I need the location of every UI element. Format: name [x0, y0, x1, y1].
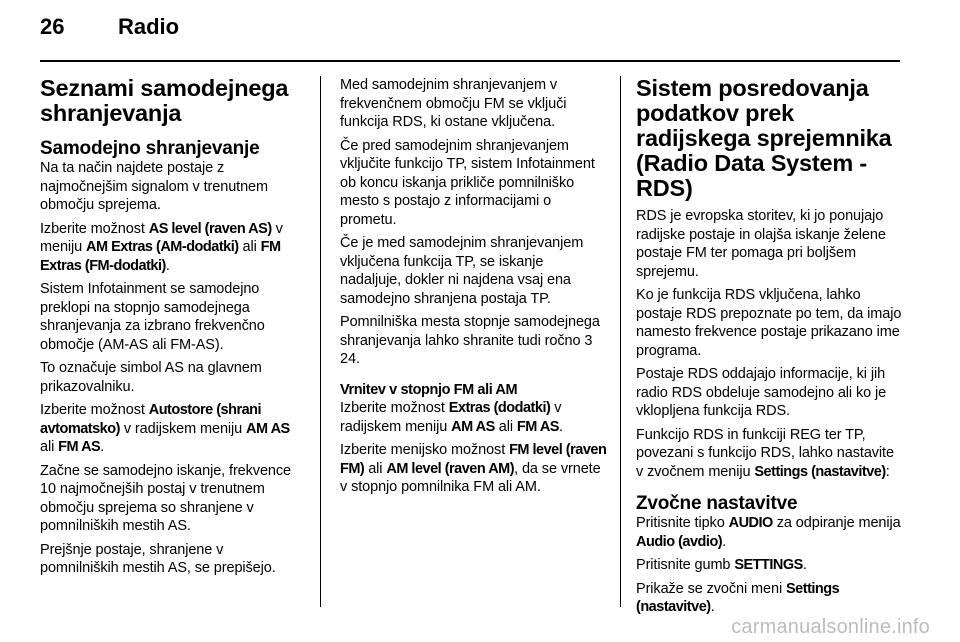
paragraph: Izberite možnost Autostore (shrani avtomatsko) v radijskem meniju AM AS ali FM AS.: [40, 402, 290, 455]
menu-label: Settings (nastavitve): [754, 463, 886, 480]
paragraph: Prejšnje postaje, shranjene v pomnilniških mestih AS, se prepišejo.: [40, 541, 276, 576]
column-3: [636, 76, 904, 622]
page-number: 26: [40, 14, 65, 39]
paragraph: Funkcijo RDS in funkciji REG ter TP, povezani s funkcijo RDS, lahko nastavite v zvočnem meniju Settings (nastavitve):: [636, 426, 894, 480]
paragraph: Sistem Infotainment se samodejno preklopi na stopnjo samodejnega shranjevanja za izbrano frekvenčno območje (AM-AS ali FM-AS).: [40, 281, 265, 353]
menu-label: FM AS: [516, 418, 559, 435]
section-title: Radio: [118, 14, 180, 39]
column-divider-2: [620, 76, 621, 607]
menu-option-label: Extras (dodatki): [448, 400, 551, 416]
paragraph: Postaje RDS oddajajo informacije, ki jih radio RDS obdeluje samodejno ali ko je vklopljena funkcija RDS.: [636, 366, 887, 419]
menu-option-label: FM level (raven FM): [340, 442, 607, 477]
page-header: [0, 0, 960, 62]
paragraph: Pritisnite gumb SETTINGS.: [636, 557, 807, 573]
menu-option-label: Autostore (shrani avtomatsko): [40, 402, 262, 437]
page-reference-arrow-icon: 3: [584, 332, 593, 349]
paragraph: Če je med samodejnim shranjevanjem vključena funkcija TP, se iskanje nadaljuje, dokler ni najdena vsaj ena samodejno shranjena postaja TP.: [340, 235, 584, 307]
menu-label: Audio (avdio): [636, 533, 723, 550]
menu-label: AM AS: [246, 420, 290, 437]
button-label: SETTINGS: [734, 557, 803, 573]
paragraph: Če pred samodejnim shranjevanjem vključite funkcijo TP, sistem Infotainment ob koncu iskanja prikliče pomnilniško mesto s postajo z informacijami o prometu.: [340, 137, 595, 228]
subheading-audio-settings: Zvočne nastavitve: [636, 493, 798, 514]
menu-label: AM AS: [451, 418, 495, 435]
menu-option-label: AS level (raven AS): [148, 220, 272, 237]
paragraph: Na ta način najdete postaje z najmočnejšim signalom v trenutnem območju sprejema.: [40, 160, 268, 213]
watermark: carmanualsonline.info: [731, 616, 930, 638]
paragraph: Ko je funkcija RDS vključena, lahko postaje RDS prepoznate po tem, da imajo namesto frekvence postaje prikazano ime programa.: [636, 287, 902, 359]
header-rule: [40, 60, 900, 62]
paragraph: Pomnilniška mesta stopnje samodejnega shranjevanja lahko shranite tudi ročno 3 24.: [340, 314, 600, 367]
menu-label: FM AS: [58, 439, 101, 455]
menu-label: Settings (nastavitve): [636, 580, 840, 615]
heading-rds: Sistem posredovanja podatkov prek radijskega sprejemnika (Radio Data System - RDS): [636, 75, 892, 201]
subheading-return-to-fm-am: Vrnitev v stopnjo FM ali AM: [340, 381, 518, 398]
menu-label: AM Extras (AM-dodatki): [86, 239, 239, 255]
paragraph: Pritisnite tipko AUDIO za odpiranje menija Audio (avdio).: [636, 515, 901, 550]
subheading-auto-storing: Samodejno shranjevanje: [40, 138, 260, 159]
paragraph: Prikaže se zvočni meni Settings (nastavitve).: [636, 580, 840, 615]
paragraph: Med samodejnim shranjevanjem v frekvenčnem območju FM se vključi funkcija RDS, ki ostane vključena.: [340, 77, 567, 130]
paragraph: Izberite menijsko možnost FM level (raven FM) ali AM level (raven AM), da se vrnete v stopnjo pomnilnika FM ali AM.: [340, 442, 607, 495]
paragraph: Izberite možnost Extras (dodatki) v radijskem meniju AM AS ali FM AS.: [340, 400, 563, 435]
menu-label: FM Extras (FM-dodatki): [40, 239, 281, 274]
menu-option-label: AM level (raven AM): [386, 460, 515, 477]
paragraph: Začne se samodejno iskanje, frekvence 10 najmočnejših postaj v trenutnem območju sprejema so shranjene v pomnilniških mestih AS.: [40, 462, 291, 534]
paragraph: To označuje simbol AS na glavnem prikazovalniku.: [40, 360, 262, 395]
button-label: AUDIO: [728, 515, 773, 531]
column-divider-1: [320, 76, 321, 607]
heading-auto-store-lists: Seznami samodejnega shranjevanja: [40, 75, 289, 126]
paragraph: Izberite možnost AS level (raven AS) v meniju AM Extras (AM-dodatki) ali FM Extras (FM-dodatki).: [40, 220, 283, 274]
paragraph: RDS je evropska storitev, ki jo ponujajo radijske postaje in olajša iskanje želene postaje FM ter pomaga pri boljšem sprejemu.: [636, 208, 886, 280]
column-2: [340, 76, 608, 502]
column-1: [40, 76, 304, 583]
